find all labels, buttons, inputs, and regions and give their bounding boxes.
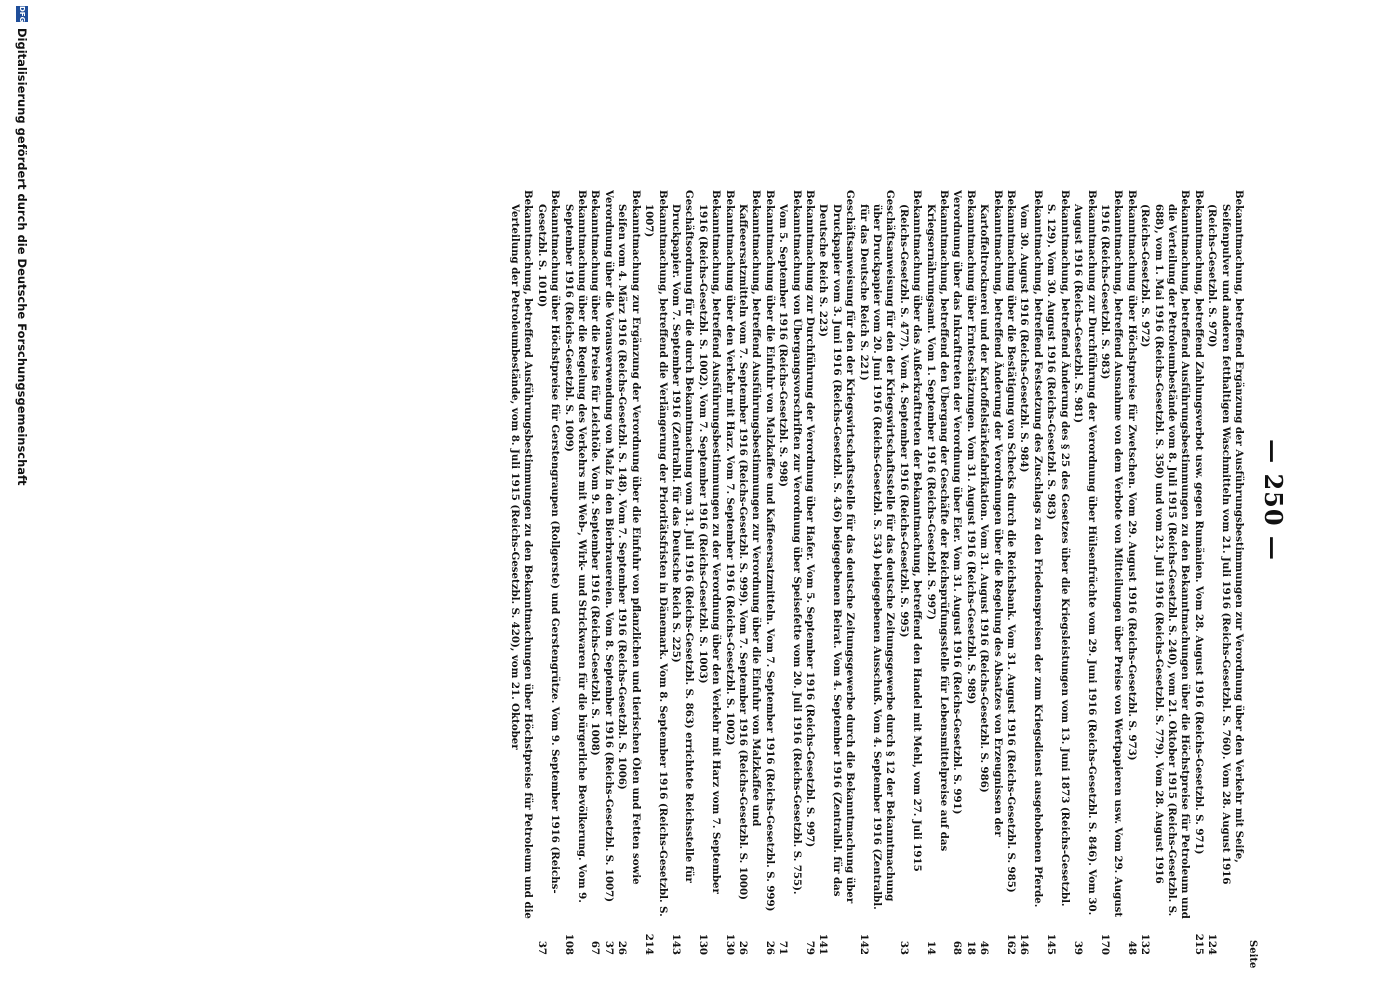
toc-entry bbox=[642, 190, 669, 955]
toc-entry-text: Bekanntmachung, betreffend Ausführungsbestimmungen zu den Bekanntmachungen über Höchstpreise für Petroleum und die Verteilung der Petroleumbestände, vom 8. Juli 1915 (Reichs-Gesetzbl. S. 420), vom 21. Oktober bbox=[509, 190, 535, 919]
toc-entry-text: Bekanntmachung, betreffend Ausführungsbestimmungen zu der Verordnung über den Verkehr mit Harz vom 7. September 1916 (Reichs-Gesetzbl. S. 1002). Vom 7. September 1916 (Reichs-Gesetzbl. S. 1003) bbox=[696, 190, 723, 894]
digitization-credit bbox=[13, 6, 31, 996]
toc-entry bbox=[669, 190, 696, 955]
toc-entry-page: 214 bbox=[643, 933, 656, 955]
toc-entry-page: 39 bbox=[1072, 940, 1085, 955]
toc-entry bbox=[977, 190, 1004, 955]
toc-entry-text: Bekanntmachung, betreffend Änderung der Verordnungen über die Regelung des Absatzes von Erzeugnissen der Kartoffeltrocknerei und der Kartoffelstärkefabrikation. Vom 31. August 1916 (Reichs-Gesetzbl. S. 986) bbox=[978, 190, 1004, 837]
toc-entry-text: Geschäftsordnung für die durch Bekanntmachung vom 31. Juli 1916 (Reichs-Gesetzbl. S. 863) errichtete Reichsstelle für Druckpapier. Vom 7. September 1916 (Zentralbl. für das Deutsche Reich S. 225) bbox=[669, 190, 696, 883]
toc-entry-text: Bekanntmachung, betreffend Änderung des § 25 des Gesetzes über die Kriegsleistungen vom 13. Juni 1873 (Reichs-Gesetzbl. S. 129). Vom 30. August 1916 (Reichs-Gesetzbl. S. 983) bbox=[1045, 190, 1071, 907]
toc-entry bbox=[722, 190, 735, 955]
toc-entry-text: Bekanntmachung, betreffend die Verlängerung der Prioritätsfristen in Dänemark. Vom 8. September 1916 (Reichs-Gesetzbl. S. 1007) bbox=[643, 190, 669, 917]
page-number: — 250 — bbox=[1259, 439, 1288, 561]
toc-entry-page: 142 bbox=[857, 933, 870, 955]
toc-entry bbox=[896, 190, 923, 955]
toc-entry bbox=[534, 190, 561, 955]
toc-entry-text: Bekanntmachung, betreffend Ergänzung der Ausführungsbestimmungen zur Verordnung über den Verkehr mit Seife, Seifenpulver und anderen fetthaltigen Waschmitteln vom 21. Juli 1916 (Reichs-Gesetzbl. S. 760). Vom 28. August 1916 (Reichs-Gesetzbl. S. 970) bbox=[1206, 190, 1245, 885]
toc-entry-page: 68 bbox=[951, 940, 964, 955]
toc-entry bbox=[776, 190, 803, 955]
toc-entry-text: Verordnung über das Inkrafttreten der Verordnung über Eier. Vom 31. August 1916 (Reichs-Gesetzbl. S. 991) bbox=[951, 190, 964, 815]
toc-entry-text: Bekanntmachung über Höchstpreise für Zwetschen. Vom 29. August 1916 (Reichs-Gesetzbl. S. 973) bbox=[1125, 190, 1138, 761]
toc-entry bbox=[1017, 190, 1044, 955]
toc-entry-text: Geschäftsanweisung für den der Kriegswirtschaftsstelle für das deutsche Zeitungsgewerbe durch § 12 der Bekanntmachung über Druckpapier vom 20. Juni 1916 (Reichs-Gesetzbl. S. 534) beigegebenen Ausschuß. Vom 4. September 1916 (Zentralbl. für das Deutsche Reich S. 221) bbox=[857, 190, 897, 910]
toc-entry-text: Bekanntmachung zur Durchführung der Verordnung über Hafer. Vom 5. September 1916 (Reichs-Gesetzbl. S. 997) bbox=[804, 190, 816, 848]
toc-entry-page: 37 bbox=[602, 940, 615, 955]
toc-entry-page: 14 bbox=[924, 940, 937, 955]
toc-entry bbox=[963, 190, 976, 955]
toc-entry-text: Bekanntmachung über die Bestätigung von Schecks durch die Reichsbank. Vom 31. August 1916 (Reichs-Gesetzbl. S. 985) bbox=[1005, 190, 1018, 893]
toc-entry-page: 162 bbox=[1005, 933, 1018, 955]
toc-entry-text: Bekanntmachung, betreffend den Übergang der Geschäfte der Reichsprüfungsstelle für Lebensmittelpreise auf das Kriegsernährungsamt. Vom 1. September 1916 (Reichs-Gesetzbl. S. 997) bbox=[924, 190, 951, 852]
digitization-credit-text: Digitalisierung gefördert durch die Deutsche Forschungsgemeinschaft bbox=[15, 28, 29, 486]
toc-entry bbox=[736, 190, 763, 955]
toc-entry-text: Bekanntmachung über Höchstpreise für Gerstengraupen (Rollgerste) und Gerstengrütze. Vom 9. September 1916 (Reichs-Gesetzbl. S. 1010) bbox=[535, 190, 562, 894]
toc-entry-text: Verordnung über die Vorausverwendung von Malz in den Bierbrauereien. Vom 8. September 1916 (Reichs-Gesetzbl. S. 1007) bbox=[602, 190, 615, 903]
toc-entry bbox=[816, 190, 856, 955]
toc-entry-page: 67 bbox=[589, 940, 602, 955]
toc-entry-text: Bekanntmachung von Übergangsvorschriften zur Verordnung über Speisefette vom 20. Juli 1916 (Reichs-Gesetzbl. S. 755). Vom 5. September 1916 (Reichs-Gesetzbl. S. 998) bbox=[777, 190, 803, 895]
toc-entry-page: 141 bbox=[817, 933, 830, 955]
toc-entry-text: Bekanntmachung über Ernteschätzungen. Vom 31. August 1916 (Reichs-Gesetzbl. S. 989) bbox=[964, 190, 977, 705]
toc-entry-page: 48 bbox=[1125, 940, 1138, 955]
toc-entry-text: Bekanntmachung über die Einfuhr von Malzkaffee und Kaffeeersatzmitteln. Vom 7. September 1916 (Reichs-Gesetzbl. S. 999) bbox=[763, 190, 776, 912]
toc-entry-page: 26 bbox=[736, 940, 749, 955]
toc-entry-text: Bekanntmachung über die Regelung des Verkehrs mit Web-, Wirk- und Strickwaren für die bürgerliche Bevölkerung. Vom 9. September 1916 (Reichs-Gesetzbl. S. 1009) bbox=[562, 190, 589, 903]
toc-entry bbox=[1124, 190, 1137, 955]
toc-entry-text: Bekanntmachung über den Verkehr mit Harz. Vom 7. September 1916 (Reichs-Gesetzbl. S. 1002) bbox=[723, 190, 736, 746]
toc-entry-page: 145 bbox=[1045, 933, 1058, 955]
dfg-logo-icon: DFG bbox=[18, 6, 26, 23]
toc-entry bbox=[1191, 190, 1204, 955]
toc-entry-page: 26 bbox=[616, 940, 629, 955]
toc-entry-page: 215 bbox=[1192, 933, 1205, 955]
toc-entry-page: 18 bbox=[964, 940, 977, 955]
toc-entry bbox=[856, 190, 896, 955]
toc-entry-text: Bekanntmachung über die Preise für Leichtöle. Vom 9. September 1916 (Reichs-Gesetzbl. S. 1008) bbox=[589, 190, 602, 756]
toc-entry bbox=[1205, 190, 1245, 955]
toc-entry-page: 132 bbox=[1139, 933, 1152, 955]
toc-entry-text: Bekanntmachung, betreffend Festsetzung des Zuschlags zu den Friedenspreisen der zum Kriegsdienst ausgehobenen Pferde. Vom 30. August 1916 (Reichs-Gesetzbl. S. 984) bbox=[1018, 190, 1044, 908]
toc-entry-text: Bekanntmachung über das Außerkrafttreten der Bekanntmachung, betreffend den Handel mit Mehl, vom 27. Juli 1915 (Reichs-Gesetzbl. S. 477). Vom 4. September 1916 (Reichs-Gesetzbl. S. 995) bbox=[897, 190, 924, 872]
toc-entry-page: 146 bbox=[1018, 933, 1031, 955]
toc-entry bbox=[561, 190, 588, 955]
toc-entry-text: Bekanntmachung zur Ergänzung der Verordnung über die Einfuhr von pflanzlichen und tierischen Ölen und Fetten sowie Seifen vom 4. März 1916 (Reichs-Gesetzbl. S. 148). Vom 7. September 1916 (Reichs-Gesetzbl. S. 1006) bbox=[616, 190, 642, 885]
toc-entry-page: 130 bbox=[723, 933, 736, 955]
entry-list bbox=[508, 190, 1245, 955]
toc-entry bbox=[695, 190, 722, 955]
toc-entry-text: Bekanntmachung, betreffend Ausnahme von dem Verbote von Mitteilungen über Preise von Wertpapieren usw. Vom 29. August 1916 (Reichs-Gesetzbl. S. 983) bbox=[1098, 190, 1125, 918]
toc-entry-text: Bekanntmachung zur Durchführung der Verordnung über Hülsenfrüchte vom 29. Juni 1916 (Reichs-Gesetzbl. S. 846). Vom 30. August 1916 (Reichs-Gesetzbl. S. 981) bbox=[1072, 190, 1098, 916]
toc-entry bbox=[508, 190, 535, 955]
toc-entry-text: Bekanntmachung, betreffend Zahlungsverbot usw. gegen Rumänien. Vom 28. August 1916 (Reichs-Gesetzbl. S. 971) bbox=[1192, 190, 1205, 855]
toc-entry-page: 108 bbox=[562, 933, 575, 955]
toc-entry-page: 124 bbox=[1206, 933, 1219, 955]
toc-entry-page: 26 bbox=[763, 940, 776, 955]
toc-entry-page: 33 bbox=[897, 940, 910, 955]
toc-entry-text: Geschäftsanweisung für den der Kriegswirtschaftsstelle für das deutsche Zeitungsgewerbe durch die Bekanntmachung über Druckpapier vom 3. Juni 1916 (Reichs-Gesetzbl. S. 436) beigegebenen Beirat. Vom 4. September 1916 (Zentralbl. für das Deutsche Reich S. 223) bbox=[817, 190, 857, 904]
seite-column-label: Seite bbox=[1247, 940, 1258, 969]
toc-entry-page: 170 bbox=[1098, 933, 1111, 955]
toc-entry bbox=[1098, 190, 1125, 955]
toc-entry bbox=[1044, 190, 1071, 955]
toc-entry-page: 71 bbox=[777, 940, 790, 955]
toc-entry bbox=[762, 190, 775, 955]
toc-entry bbox=[923, 190, 950, 955]
toc-entry bbox=[950, 190, 963, 955]
toc-entry-page: 143 bbox=[669, 933, 682, 955]
toc-entry-page: 79 bbox=[804, 940, 816, 955]
toc-entry-page: 37 bbox=[535, 940, 548, 955]
toc-entry bbox=[1004, 190, 1017, 955]
toc-entry-page: 46 bbox=[978, 940, 991, 955]
toc-entry bbox=[1071, 190, 1098, 955]
toc-entry bbox=[1138, 190, 1192, 955]
toc-entry-text: Bekanntmachung, betreffend Ausführungsbestimmungen zu den Bekanntmachungen über die Höchstpreise für Petroleum und die Verteilung der Petroleumbestände vom 8. Juli 1915 (Reichs-Gesetzbl. S. 240), vom 21. Oktober 1915 (Reichs-Gesetzbl. S. 688), vom 1. Mai 1916 (Reichs-Gesetzbl. S. 350) und vom 23. Juli 1916 (Reichs-Gesetzbl. S. 779). Vom 28. August 1916 (Reichs-Gesetzbl. S. 972) bbox=[1139, 190, 1192, 919]
toc-entry-text: Bekanntmachung, betreffend Ausführungsbestimmungen zur Verordnung über die Einfuhr von Malzkaffee und Kaffeeersatzmitteln vom 7. September 1916 (Reichs-Gesetzbl. S. 999). Vom 7. September 1916 (Reichs-Gesetzbl. S. 1000) bbox=[736, 190, 763, 900]
toc-entry-page: 130 bbox=[696, 933, 709, 955]
toc-entry bbox=[588, 190, 601, 955]
toc-entry bbox=[602, 190, 615, 955]
toc-entry bbox=[615, 190, 642, 955]
toc-entry bbox=[803, 190, 816, 955]
